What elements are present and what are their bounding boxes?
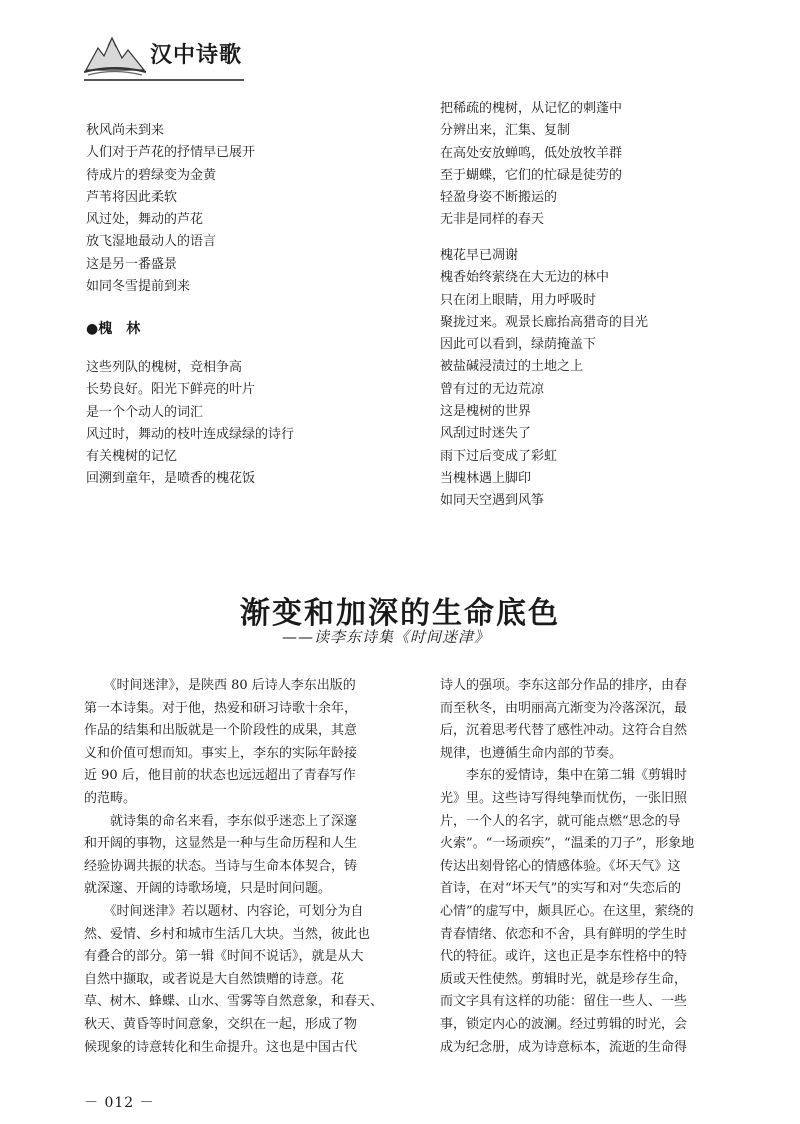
article-line: 光》里。这些诗写得纯挚而忧伤，一张旧照 <box>440 790 688 806</box>
article-line: 心情”的虚写中，颇具匠心。在这里，萦绕的 <box>440 903 694 919</box>
article-line: 义和价值可想而知。事实上，李东的实际年龄接 <box>84 745 358 761</box>
poem-line: 长势良好。阳光下鲜亮的叶片 <box>86 382 256 398</box>
article-line: 规律，也遵循生命内部的节奏。 <box>440 745 623 761</box>
poem-line: 把稀疏的槐树，从记忆的刺蓬中 <box>440 101 623 116</box>
poem-huailin <box>86 357 294 491</box>
poem-line: 槐香始终萦绕在大无边的林中 <box>440 270 610 286</box>
article-line: 青春情绪、依恋和不舍，具有鲜明的学生时 <box>440 926 688 942</box>
poem-line: 曾有过的无边荒凉 <box>440 381 545 397</box>
poem-autumn <box>86 120 255 298</box>
header-divider <box>84 79 244 81</box>
article-line: 而至秋冬，由明丽高亢渐变为冷落深沉，最 <box>440 700 688 716</box>
poem-final-stanza <box>440 245 648 513</box>
article-line: 第一本诗集。对于他，热爱和研习诗歌十余年， <box>84 700 358 716</box>
article-line: 就诗集的命名来看，李东似乎迷恋上了深邃 <box>84 813 358 829</box>
article-line: 火索”。“一场顽疾”，“温柔的刀子”，形象地 <box>440 836 695 852</box>
article-line: 诗人的强项。李东这部分作品的排序，由春 <box>440 678 688 693</box>
poem-line: 如同冬雪提前到来 <box>86 279 191 295</box>
poem-line: 被盐碱浸渍过的土地之上 <box>440 359 584 375</box>
poem-line: 槐花早已凋谢 <box>440 248 519 263</box>
article-title: 渐变和加深的生命底色 <box>240 596 560 631</box>
poem-line: 这是槐树的世界 <box>440 404 532 420</box>
article-line: 《时间迷津》若以题材、内容论，可划分为自 <box>84 903 364 919</box>
poem-line: 分辨出来，汇集、复制 <box>440 123 571 139</box>
article-line: 成为纪念册，成为诗意标本，流逝的生命得 <box>440 1039 688 1055</box>
article-line: 质或天性使然。剪辑时光，就是珍存生命， <box>440 971 688 987</box>
poem-line: 是一个个动人的词汇 <box>86 404 204 420</box>
article-line: 有叠合的部分。第一辑《时间不说话》，就是从大 <box>84 949 364 965</box>
section-title: 汉中诗歌 <box>150 42 243 68</box>
article-line: 片，一个人的名字，就可能点燃“思念的导 <box>440 813 681 829</box>
poem-line: 风过时，舞动的枝叶连成绿绿的诗行 <box>86 426 295 442</box>
poem-line: 回溯到童年，是喷香的槐花饭 <box>86 471 256 487</box>
poem-line: 因此可以看到，绿荫掩盖下 <box>440 337 597 353</box>
article-line: 李东的爱情诗，集中在第二辑《剪辑时 <box>440 768 688 784</box>
poem-line: 轻盈身姿不断搬运的 <box>440 190 558 206</box>
article-line: 然、爱情、乡村和城市生活几大块。当然，彼此也 <box>84 926 371 942</box>
article-column-left <box>84 675 410 1059</box>
poem-line: 秋风尚未到来 <box>86 123 165 138</box>
poem-line: 当槐林遇上脚印 <box>440 470 532 486</box>
poem-line: 无非是同样的春天 <box>440 212 545 228</box>
article-line: 秋天、黄昏等时间意象，交织在一起，形成了物 <box>84 1016 358 1032</box>
poem-line: 人们对于芦花的抒情早已展开 <box>86 145 256 161</box>
article-line: 而文字具有这样的功能：留住一些人、一些 <box>440 994 688 1010</box>
poem-line: 放飞湿地最动人的语言 <box>86 234 217 250</box>
article-line: 代的特征。或许，这也正是李东性格中的特 <box>440 949 688 965</box>
poem-line: 风过处，舞动的芦花 <box>86 212 204 228</box>
article-line: 草、树木、蜂蝶、山水、雪雾等自然意象，和春天、 <box>84 994 384 1010</box>
poem-line: 芦苇将因此柔软 <box>86 189 178 205</box>
poem-line: 这是另一番盛景 <box>86 256 178 272</box>
article-line: 经验协调共振的状态。当诗与生命本体契合，铸 <box>84 858 358 874</box>
poem-line: 聚拢过来。观景长廊抬高猎奇的目光 <box>440 314 649 330</box>
article-line: 传达出刻骨铭心的情感体验。《坏天气》这 <box>440 858 681 874</box>
article-line: 作品的结集和出版就是一个阶段性的成果，其意 <box>84 723 358 739</box>
article-line: 后，沉着思考代替了感性冲动。这符合自然 <box>440 723 688 739</box>
article-subtitle: ——读李东诗集《时间迷津》 <box>282 628 491 646</box>
article-line: 的范畴。 <box>84 790 137 806</box>
poem-line: 雨下过后变成了彩虹 <box>440 448 558 464</box>
article-line: 候现象的诗意转化和生命提升。这也是中国古代 <box>84 1039 358 1055</box>
article-line: 首诗，在对“坏天气”的实写和对“失恋后的 <box>440 881 681 897</box>
poem-line: 在高处安放蝉鸣，低处放牧羊群 <box>440 145 623 161</box>
mountain-logo-icon <box>84 30 146 76</box>
poem-line: 如同天空遇到风筝 <box>440 493 545 509</box>
poem-line: 只在闭上眼睛，用力呼吸时 <box>440 292 597 308</box>
poem-line: 风刮过时迷失了 <box>440 426 532 442</box>
poem-line: 至于蝴蝶，它们的忙碌是徒劳的 <box>440 167 623 183</box>
poem-line: 有关槐树的记忆 <box>86 449 178 465</box>
poem-line: 待成片的碧绿变为金黄 <box>86 167 217 183</box>
article-line: 和开阔的事物，这显然是一种与生命历程和人生 <box>84 836 358 852</box>
poem-line: 这些列队的槐树，竞相争高 <box>86 360 243 375</box>
article-line: 自然中撷取，或者说是大自然馈赠的诗意。花 <box>84 971 345 987</box>
page-number: － 012 － <box>84 1095 155 1111</box>
article-line: 就深邃、开阔的诗歌场境，只是时间问题。 <box>84 881 332 897</box>
poem-continuation-stanza <box>440 98 622 232</box>
article-line: 《时间迷津》，是陕西 80 后诗人李东出版的 <box>84 678 356 693</box>
poem-title: ●槐 林 <box>86 321 141 337</box>
article-line: 近 90 后，他目前的状态也远远超出了青春写作 <box>84 768 356 784</box>
article-line: 事，锁定内心的波澜。经过剪辑的时光，会 <box>440 1016 688 1032</box>
article-column-right <box>440 675 766 1059</box>
